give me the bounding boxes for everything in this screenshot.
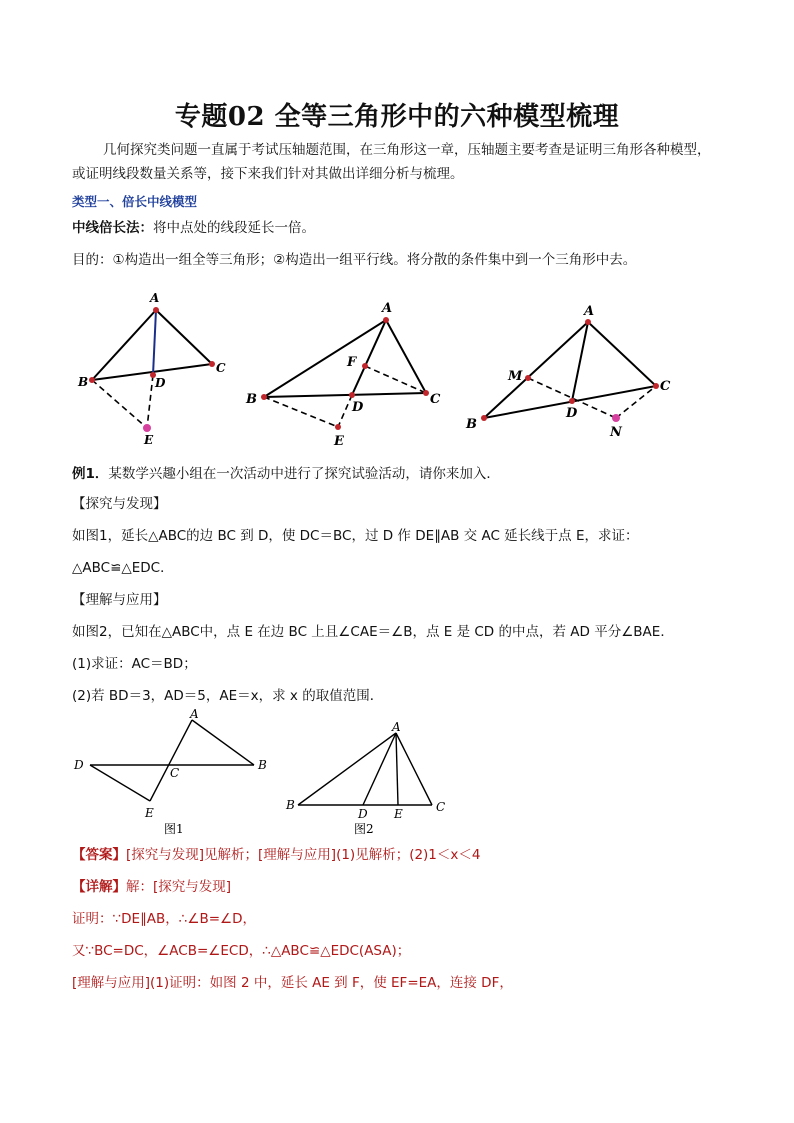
b-fig1-label-A: A bbox=[190, 707, 199, 721]
page-title: 专题02 全等三角形中的六种模型梳理 bbox=[174, 102, 620, 132]
b-fig1-label-C: C bbox=[170, 766, 180, 780]
method-label: 中线倍长法： bbox=[72, 220, 153, 236]
detail-line bbox=[72, 877, 231, 897]
fig1-label-C: C bbox=[216, 361, 226, 375]
fig2-label-F: F bbox=[347, 355, 357, 370]
top-figures bbox=[60, 282, 740, 452]
fig1-label-E: E bbox=[144, 433, 154, 447]
fig3-label-N: N bbox=[610, 425, 622, 440]
bottom-figure-1 bbox=[73, 707, 267, 836]
fig2-label-D: D bbox=[352, 400, 364, 415]
fig1-label-B: B bbox=[78, 375, 89, 389]
b-fig2-label-A: A bbox=[392, 720, 401, 734]
apply-line-1: 如图2，已知在△ABC中，点 E 在边 BC 上且∠CAE＝∠B，点 E 是 CD 的中点，若 AD 平分∠BAE． bbox=[72, 624, 674, 640]
fig3-label-A: A bbox=[584, 304, 595, 319]
example-line bbox=[72, 464, 500, 484]
fig2-caption: 图2 bbox=[354, 822, 374, 836]
fig1-label-D: D bbox=[155, 376, 166, 390]
detail-text: 解：[探究与发现] bbox=[126, 879, 232, 895]
fig2-label-E: E bbox=[334, 434, 344, 449]
apply-heading: 【理解与应用】 bbox=[72, 592, 167, 608]
b-fig2-label-D: D bbox=[358, 807, 368, 821]
top-figure-2 bbox=[245, 301, 441, 449]
method-text: 将中点处的线段延长一倍。 bbox=[153, 220, 315, 236]
detail-line-2: 又∵BC=DC，∠ACB=∠ECD，∴△ABC≌△EDC(ASA)； bbox=[72, 943, 411, 959]
fig2-label-B: B bbox=[246, 392, 257, 407]
fig3-label-M: M bbox=[508, 369, 523, 384]
example-label: 例1． bbox=[72, 466, 109, 482]
type1-heading: 类型一、倍长中线模型 bbox=[72, 194, 198, 209]
answer-text: [探究与发现]见解析；[理解与应用](1)见解析；(2)1＜x＜4 bbox=[126, 847, 481, 863]
explore-line-2: △ABC≌△EDC． bbox=[72, 560, 174, 576]
method-line bbox=[72, 218, 315, 238]
fig2-label-C: C bbox=[430, 392, 441, 407]
b-fig2-label-B: B bbox=[286, 798, 295, 812]
b-fig1-label-B: B bbox=[258, 758, 267, 772]
fig3-label-C: C bbox=[660, 379, 671, 394]
fig1-caption: 图1 bbox=[164, 822, 184, 836]
detail-line-3: [理解与应用](1)证明：如图 2 中，延长 AE 到 F，使 EF=EA，连接 DF， bbox=[72, 975, 513, 991]
example-text: 某数学兴趣小组在一次活动中进行了探究试验活动，请你来加入． bbox=[108, 466, 500, 482]
purpose-line: 目的：①构造出一组全等三角形；②构造出一组平行线。将分散的条件集中到一个三角形中去。 bbox=[72, 252, 637, 268]
top-figure-3 bbox=[465, 304, 671, 440]
b-fig1-label-D: D bbox=[74, 758, 84, 772]
explore-line-1: 如图1，延长△ABC的边 BC 到 D，使 DC＝BC，过 D 作 DE∥AB 交 AC 延长线于点 E，求证： bbox=[72, 528, 639, 544]
fig2-label-A: A bbox=[382, 301, 393, 316]
answer-label: 【答案】 bbox=[72, 847, 126, 863]
fig1-label-A: A bbox=[150, 291, 160, 305]
detail-line-1: 证明：∵DE∥AB，∴∠B=∠D， bbox=[72, 911, 257, 927]
b-fig1-label-E: E bbox=[145, 806, 154, 820]
intro-line-1: 几何探究类问题一直属于考试压轴题范围，在三角形这一章，压轴题主要考查是证明三角形各种模型， bbox=[103, 142, 711, 158]
bottom-figure-2 bbox=[285, 720, 445, 836]
b-fig2-label-E: E bbox=[394, 807, 403, 821]
fig3-label-D: D bbox=[566, 406, 578, 421]
answer-line bbox=[72, 845, 480, 865]
intro-line-2: 或证明线段数量关系等，接下来我们针对其做出详细分析与梳理。 bbox=[72, 166, 464, 182]
apply-question-1: (1)求证：AC＝BD； bbox=[72, 656, 197, 672]
bottom-figures bbox=[60, 705, 480, 840]
explore-heading: 【探究与发现】 bbox=[72, 496, 167, 512]
b-fig2-label-C: C bbox=[436, 800, 446, 814]
apply-question-2: (2)若 BD＝3，AD＝5，AE＝x，求 x 的取值范围． bbox=[72, 688, 384, 704]
detail-label: 【详解】 bbox=[72, 879, 126, 895]
top-figure-1 bbox=[77, 291, 226, 447]
fig3-label-B: B bbox=[466, 417, 477, 432]
